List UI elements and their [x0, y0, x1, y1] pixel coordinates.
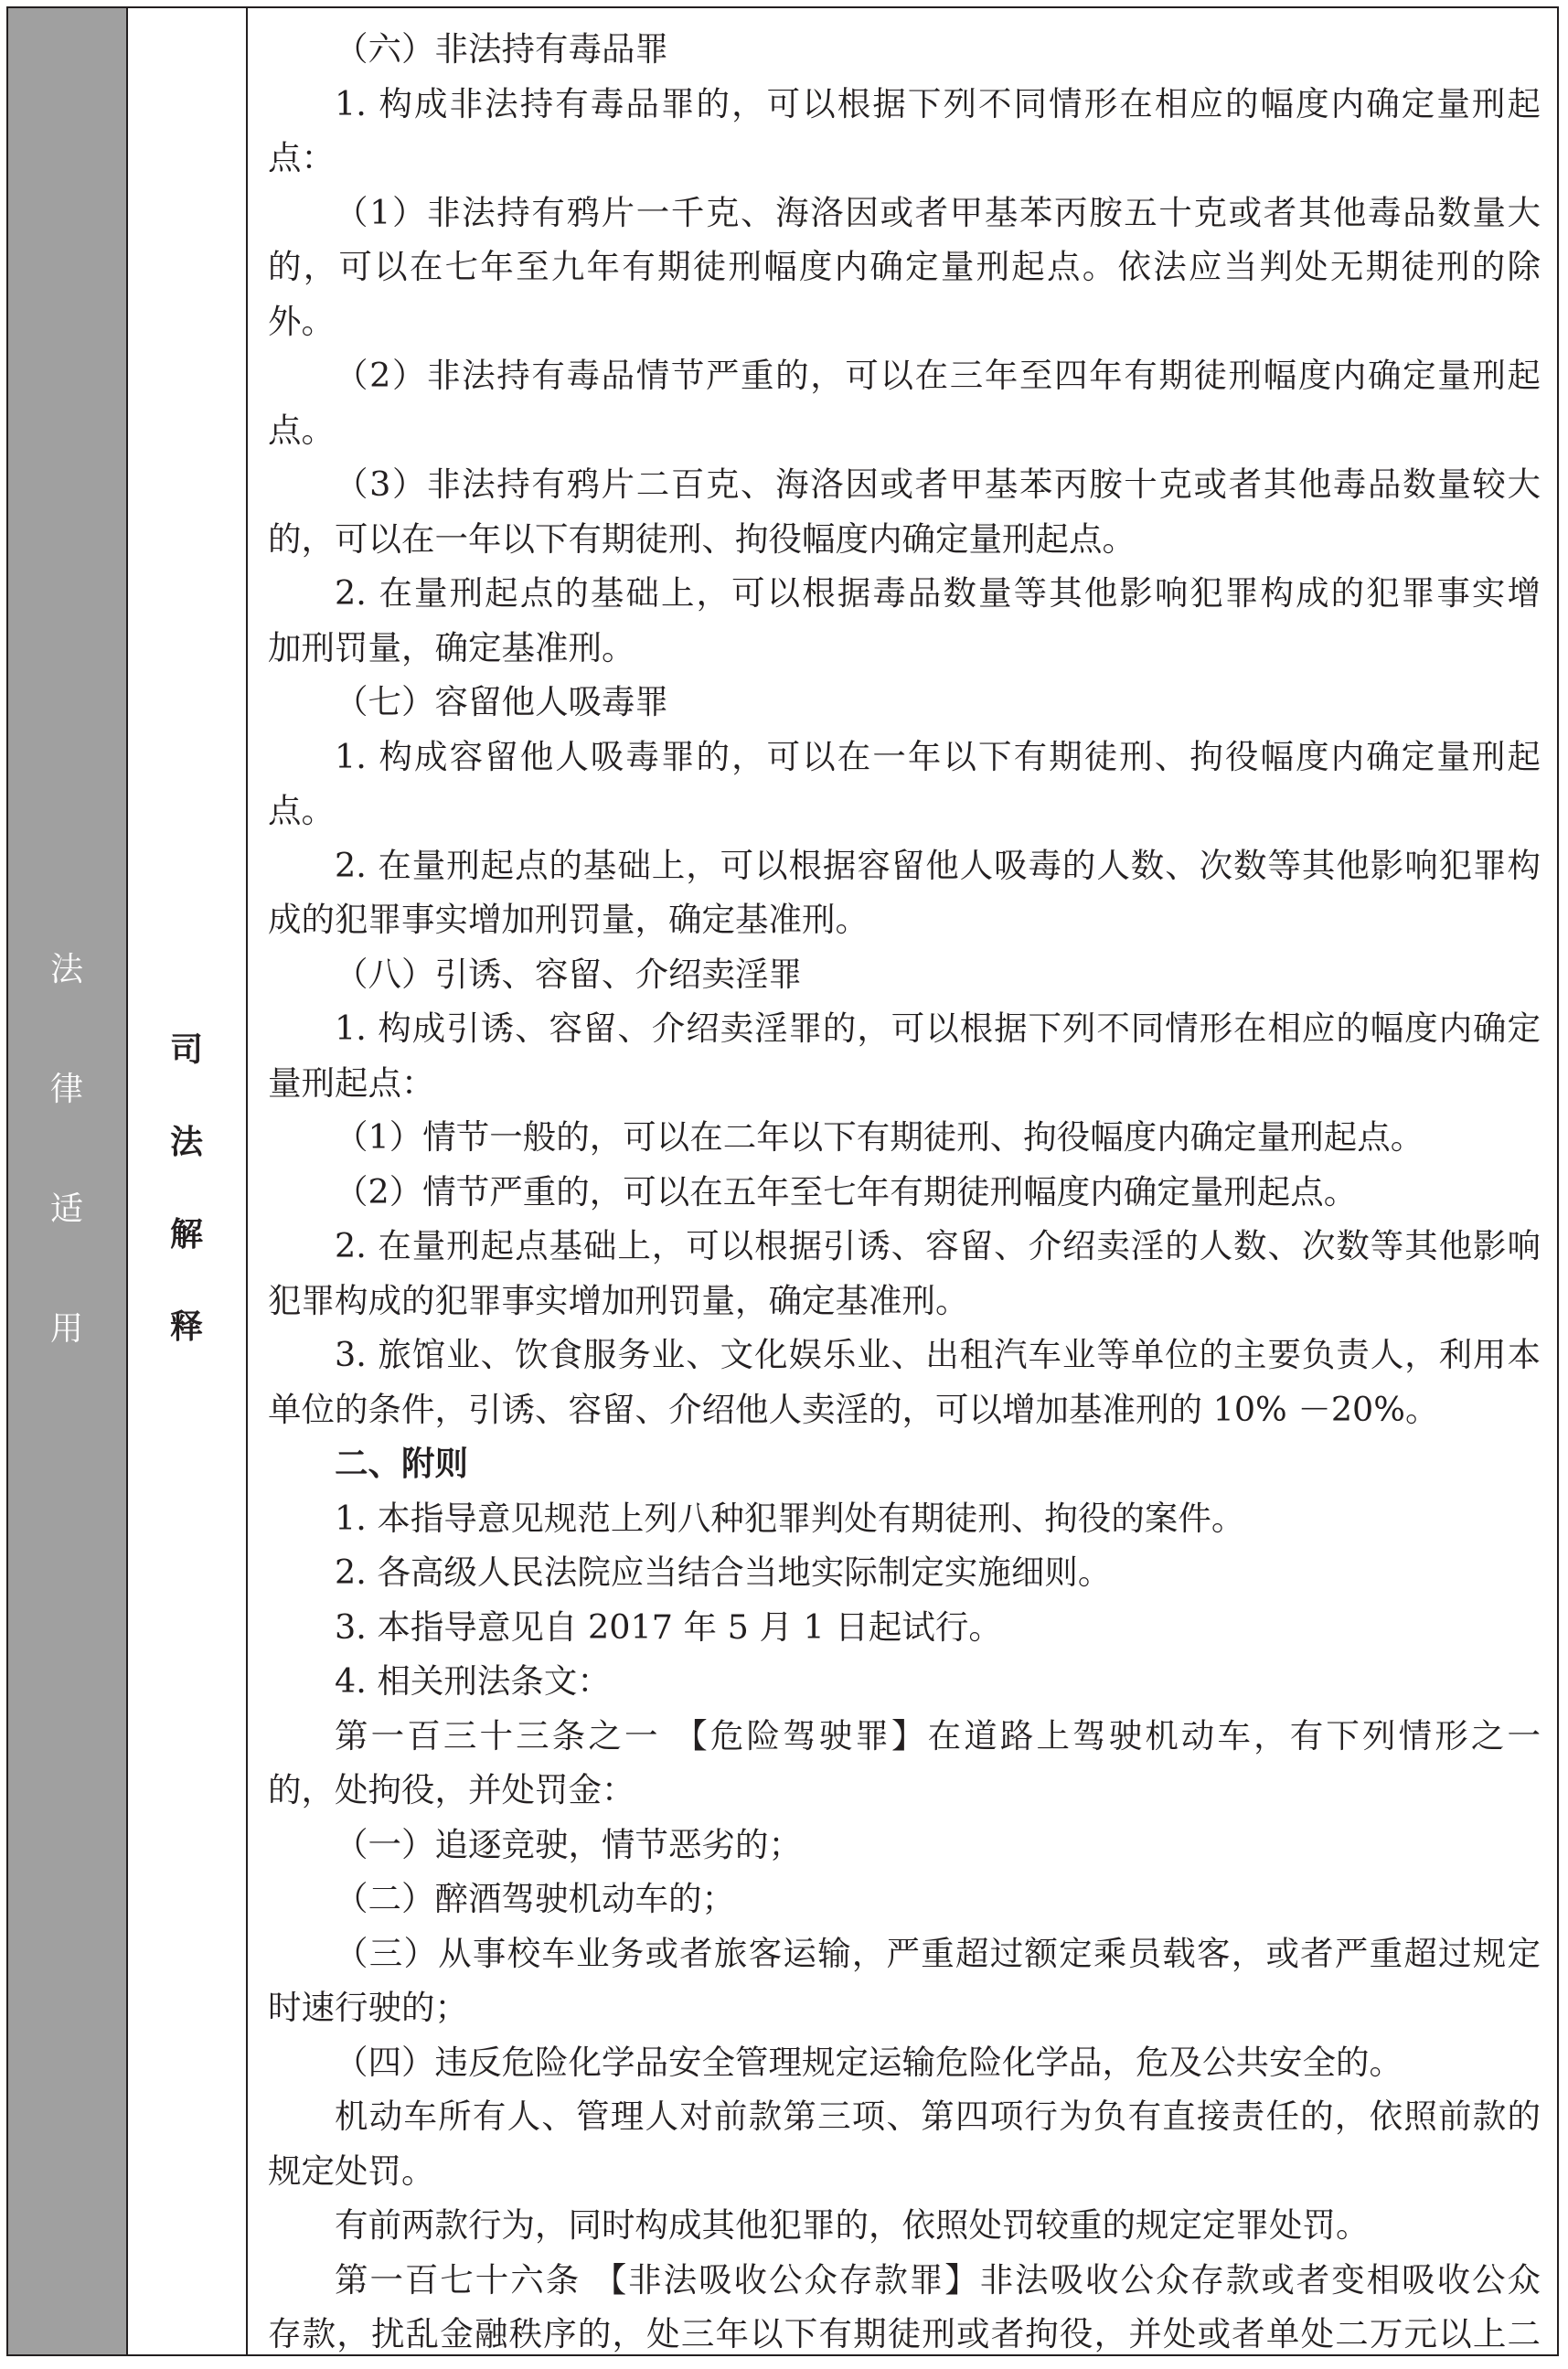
paragraph-line: 1. 构成引诱、容留、介绍卖淫罪的，可以根据下列不同情形在相应的幅度内确定: [335, 1008, 1541, 1048]
paragraph-line: 1. 本指导意见规范上列八种犯罪判处有期徒刑、拘役的案件。: [335, 1498, 1245, 1538]
paragraph-line: 2. 各高级人民法院应当结合当地实际制定实施细则。: [335, 1553, 1112, 1592]
column-divider: [246, 8, 248, 2354]
paragraph-line: 成的犯罪事实增加刑罚量，确定基准刑。: [268, 900, 869, 939]
paragraph-line: 量刑起点：: [268, 1062, 435, 1103]
paragraph-line: 加刑罚量，确定基准刑。: [268, 627, 635, 667]
section-heading: （七）容留他人吸毒罪: [335, 682, 668, 721]
paragraph-line: 犯罪构成的犯罪事实增加刑罚量，确定基准刑。: [268, 1280, 969, 1320]
paragraph-line: 第一百三十三条之一 【危险驾驶罪】在道路上驾驶机动车，有下列情形之一: [335, 1715, 1541, 1755]
paragraph-line: （1）情节一般的，可以在二年以下有期徒刑、拘役幅度内确定量刑起点。: [335, 1117, 1424, 1157]
paragraph-line: 4. 相关刑法条文：: [335, 1661, 611, 1701]
paragraph-line: 点。: [268, 791, 335, 830]
paragraph-line: （一）追逐竞驶，情节恶劣的；: [335, 1824, 802, 1864]
content-column: [268, 22, 1541, 2362]
paragraph-line: 的，处拘役，并处罚金：: [268, 1770, 635, 1809]
paragraph-line: 1. 构成容留他人吸毒罪的，可以在一年以下有期徒刑、拘役幅度内确定量刑起: [335, 736, 1541, 776]
section-heading: 二、附则: [335, 1444, 468, 1483]
paragraph-line: （二）醉酒驾驶机动车的；: [335, 1879, 735, 1918]
paragraph-line: 有前两款行为，同时构成其他犯罪的，依照处罚较重的规定定罪处罚。: [335, 2205, 1370, 2245]
paragraph-line: 点。: [268, 410, 335, 450]
paragraph-line: 点：: [268, 138, 335, 177]
paragraph-line: （1）非法持有鸦片一千克、海洛因或者甲基苯丙胺五十克或者其他毒品数量大: [335, 192, 1541, 232]
paragraph-line: 的，可以在七年至九年有期徒刑幅度内确定量刑起点。依法应当判处无期徒刑的除: [268, 247, 1541, 286]
paragraph-line: 2. 在量刑起点基础上，可以根据引诱、容留、介绍卖淫的人数、次数等其他影响: [335, 1226, 1541, 1265]
paragraph-line: 机动车所有人、管理人对前款第三项、第四项行为负有直接责任的，依照前款的: [335, 2097, 1541, 2136]
paragraph-line: 2. 在量刑起点的基础上，可以根据毒品数量等其他影响犯罪构成的犯罪事实增: [335, 573, 1541, 613]
paragraph-line: 3. 旅馆业、饮食服务业、文化娱乐业、出租汽车业等单位的主要负责人，利用本: [335, 1335, 1541, 1374]
paragraph-line: 存款，扰乱金融秩序的，处三年以下有期徒刑或者拘役，并处或者单处二万元以上二: [268, 2314, 1541, 2353]
paragraph-line: 1. 构成非法持有毒品罪的，可以根据下列不同情形在相应的幅度内确定量刑起: [335, 83, 1541, 123]
paragraph-line: （3）非法持有鸦片二百克、海洛因或者甲基苯丙胺十克或者其他毒品数量较大: [335, 464, 1541, 504]
paragraph-line: （2）情节严重的，可以在五年至七年有期徒刑幅度内确定量刑起点。: [335, 1171, 1358, 1211]
paragraph-line: 规定处罚。: [268, 2150, 435, 2191]
column-divider: [126, 8, 128, 2354]
paragraph-line: 时速行驶的；: [268, 1988, 468, 2027]
paragraph-line: （三）从事校车业务或者旅客运输，严重超过额定乘员载客，或者严重超过规定: [335, 1933, 1541, 1973]
section-heading: （八）引诱、容留、介绍卖淫罪: [335, 954, 802, 994]
paragraph-line: 2. 在量刑起点的基础上，可以根据容留他人吸毒的人数、次数等其他影响犯罪构: [335, 845, 1541, 885]
paragraph-line: （2）非法持有毒品情节严重的，可以在三年至四年有期徒刑幅度内确定量刑起: [335, 356, 1541, 395]
paragraph-line: 单位的条件，引诱、容留、介绍他人卖淫的，可以增加基准刑的 10% －20%。: [268, 1389, 1439, 1429]
section-heading: （六）非法持有毒品罪: [335, 29, 668, 69]
subcategory-label: 司法解释: [169, 1031, 203, 1346]
paragraph-line: 3. 本指导意见自 2017 年 5 月 1 日起试行。: [335, 1606, 1002, 1647]
paragraph-line: 第一百七十六条 【非法吸收公众存款罪】非法吸收公众存款或者变相吸收公众: [335, 2259, 1541, 2300]
category-label: 法律适用: [49, 951, 83, 1348]
paragraph-line: 外。: [268, 301, 335, 341]
paragraph-line: 的，可以在一年以下有期徒刑、拘役幅度内确定量刑起点。: [268, 518, 1136, 559]
paragraph-line: （四）违反危险化学品安全管理规定运输危险化学品，危及公共安全的。: [335, 2042, 1403, 2082]
